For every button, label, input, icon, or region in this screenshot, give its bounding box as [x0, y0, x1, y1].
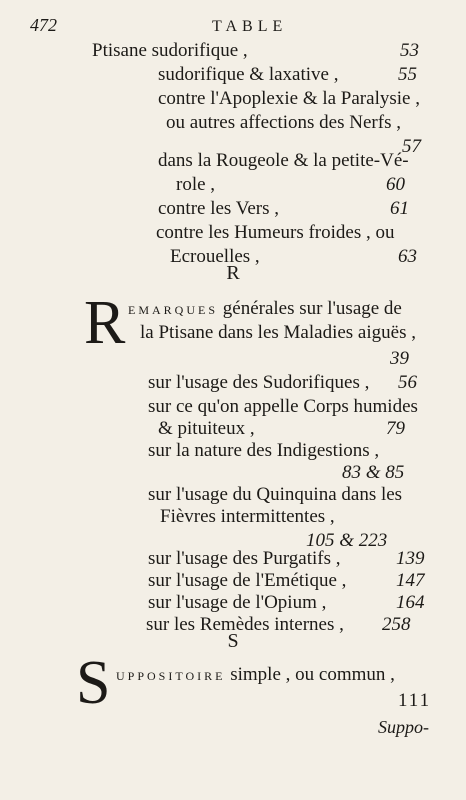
running-title: TABLE — [212, 18, 288, 35]
r-entry-page-number: 83 & 85 — [342, 462, 405, 483]
r-entry-text: sur l'usage du Quinquina dans les — [148, 484, 403, 505]
p-entry-text: role , — [176, 174, 216, 195]
p-entry-text: dans la Rougeole & la petite-Vé- — [158, 150, 409, 171]
r-first-word: EMARQUES — [128, 303, 219, 317]
p-entry-page-number: 55 — [398, 64, 417, 85]
section-letter-s: S — [227, 630, 239, 652]
s-intro-num: 111 — [398, 690, 432, 711]
s-intro-line1 — [116, 664, 395, 687]
r-intro-num: 39 — [390, 348, 409, 369]
section-letter-r: R — [226, 262, 240, 284]
r-intro-line2: la Ptisane dans les Maladies aiguës , — [140, 322, 416, 343]
p-entry-text: ou autres affections des Nerfs , — [166, 112, 401, 133]
s-first-word: UPPOSITOIRE — [116, 669, 226, 683]
r-line1-rest: générales sur l'usage de — [222, 298, 402, 319]
page-number: 472 — [30, 15, 57, 35]
p-entry-text: contre les Humeurs froides , ou — [156, 222, 395, 243]
r-entry-text: sur l'usage de l'Emétique , — [148, 570, 347, 591]
r-entry-text: & pituiteux , — [158, 418, 255, 439]
p-entry-text: contre l'Apoplexie & la Paralysie , — [158, 88, 420, 109]
r-entry-text: sur la nature des Indigestions , — [148, 440, 380, 461]
p-entry-text: sudorifique & laxative , — [158, 64, 339, 85]
p-entry-page-number: 57 — [402, 136, 421, 157]
r-entry-page-number: 139 — [396, 548, 425, 569]
r-entry-text: sur les Remèdes internes , — [146, 614, 344, 635]
r-entry-text: sur ce qu'on appelle Corps humides — [148, 396, 418, 417]
p-entry-text: Ecrouelles , — [170, 246, 260, 267]
r-entry-page-number: 56 — [398, 372, 417, 393]
p-entry-page-number: 63 — [398, 246, 417, 267]
r-entry-text: sur l'usage des Sudorifiques , — [148, 372, 370, 393]
drop-cap-s: S — [76, 649, 111, 717]
p-entry-text: Ptisane sudorifique , — [92, 40, 248, 61]
r-entry-page-number: 258 — [382, 614, 411, 635]
r-entry-text: sur l'usage des Purgatifs , — [148, 548, 341, 569]
r-entry-page-number: 105 & 223 — [306, 530, 388, 551]
r-entry-page-number: 164 — [396, 592, 425, 613]
p-entry-page-number: 60 — [386, 174, 405, 195]
catchword: Suppo- — [378, 717, 429, 737]
p-entry-text: contre les Vers , — [158, 198, 280, 219]
p-entry-page-number: 61 — [390, 198, 409, 219]
drop-cap-r: R — [84, 289, 126, 357]
r-entry-text: sur l'usage de l'Opium , — [148, 592, 327, 613]
r-entry-text: Fièvres intermittentes , — [160, 506, 335, 527]
s-line1-rest: simple , ou commun , — [230, 664, 395, 685]
p-entry-page-number: 53 — [400, 40, 419, 61]
r-entry-page-number: 79 — [386, 418, 405, 439]
r-entry-page-number: 147 — [396, 570, 425, 591]
r-intro-line1 — [128, 298, 402, 321]
